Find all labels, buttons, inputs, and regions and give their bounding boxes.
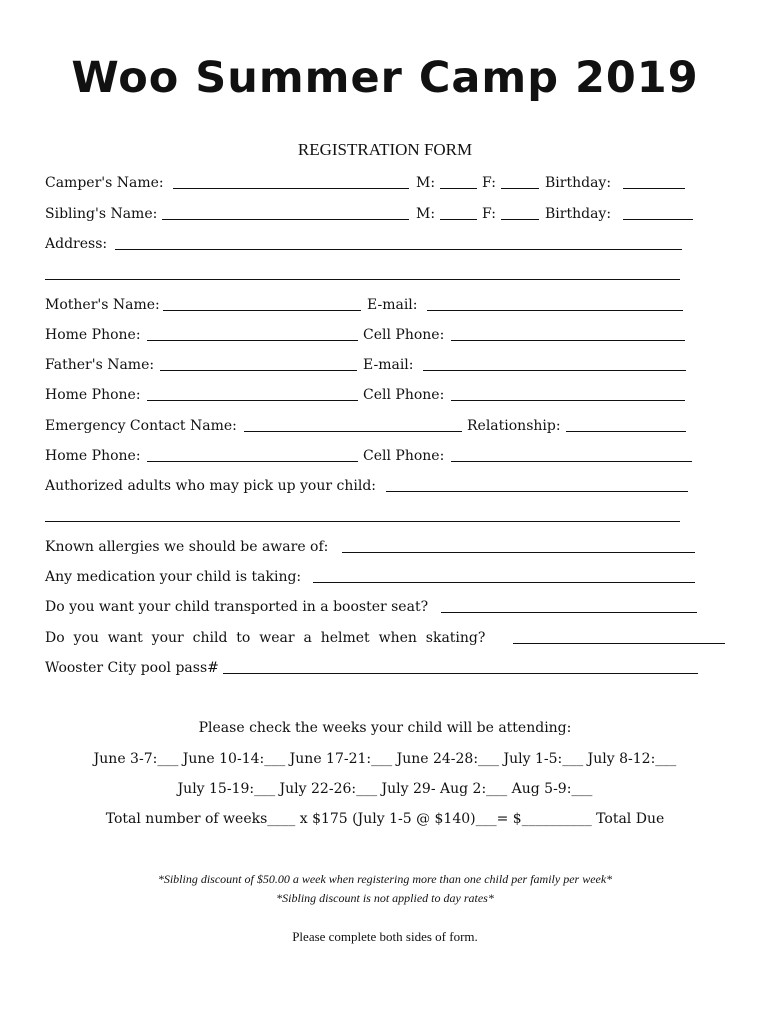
camper-name-label: Camper's Name: — [45, 175, 164, 191]
camper-birthday-label: Birthday: — [545, 175, 612, 191]
mother-home-phone-field[interactable] — [147, 340, 358, 341]
address-field-line-1[interactable] — [115, 249, 682, 250]
mother-email-field[interactable] — [427, 310, 683, 311]
pool-pass-field[interactable] — [223, 673, 698, 674]
emergency-contact-field[interactable] — [244, 431, 462, 432]
allergies-field[interactable] — [342, 552, 695, 553]
weeks-row-2[interactable]: July 15-19:___ July 22-26:___ July 29- Aug 2:___ Aug 5-9:___ — [177, 781, 593, 797]
sibling-f-label: F: — [482, 206, 496, 222]
allergies-label: Known allergies we should be aware of: — [45, 539, 329, 555]
helmet-field[interactable] — [513, 643, 725, 644]
sibling-name-label: Sibling's Name: — [45, 206, 158, 222]
sibling-f-field[interactable] — [501, 219, 539, 220]
father-home-phone-label: Home Phone: — [45, 387, 141, 403]
father-name-field[interactable] — [160, 370, 357, 371]
authorized-adults-field-line-1[interactable] — [386, 491, 688, 492]
sibling-name-field[interactable] — [162, 219, 409, 220]
mother-cell-phone-label: Cell Phone: — [363, 327, 445, 343]
mother-name-label: Mother's Name: — [45, 297, 160, 313]
father-cell-phone-label: Cell Phone: — [363, 387, 445, 403]
emergency-home-phone-field[interactable] — [147, 461, 358, 462]
camper-m-label: M: — [416, 175, 436, 191]
emergency-cell-phone-label: Cell Phone: — [363, 448, 445, 464]
camper-m-field[interactable] — [440, 188, 477, 189]
total-due-line[interactable]: Total number of weeks____ x $175 (July 1-5 @ $140)___= $__________ Total Due — [105, 811, 665, 827]
sibling-m-field[interactable] — [440, 219, 477, 220]
father-email-label: E-mail: — [363, 357, 414, 373]
father-name-label: Father's Name: — [45, 357, 155, 373]
address-field-line-2[interactable] — [45, 279, 680, 280]
emergency-contact-label: Emergency Contact Name: — [45, 418, 237, 434]
sibling-m-label: M: — [416, 206, 436, 222]
camper-f-label: F: — [482, 175, 496, 191]
pool-pass-label: Wooster City pool pass# — [45, 660, 219, 676]
emergency-cell-phone-field[interactable] — [451, 461, 692, 462]
relationship-label: Relationship: — [467, 418, 561, 434]
complete-both-sides-note: Please complete both sides of form. — [292, 929, 478, 944]
camper-f-field[interactable] — [501, 188, 539, 189]
sibling-discount-note: *Sibling discount of $50.00 a week when registering more than one child per family per week* — [157, 872, 613, 886]
mother-cell-phone-field[interactable] — [451, 340, 685, 341]
sibling-birthday-label: Birthday: — [545, 206, 612, 222]
helmet-label: Do you want your child to wear a helmet when skating? — [45, 630, 486, 646]
father-cell-phone-field[interactable] — [451, 400, 685, 401]
authorized-adults-field-line-2[interactable] — [45, 521, 680, 522]
relationship-field[interactable] — [566, 431, 686, 432]
booster-seat-label: Do you want your child transported in a booster seat? — [45, 599, 429, 615]
medication-field[interactable] — [313, 582, 695, 583]
form-title: Woo Summer Camp 2019 — [71, 53, 699, 103]
mother-email-label: E-mail: — [367, 297, 418, 313]
father-email-field[interactable] — [423, 370, 686, 371]
emergency-home-phone-label: Home Phone: — [45, 448, 141, 464]
camper-name-field[interactable] — [173, 188, 409, 189]
form-subtitle: REGISTRATION FORM — [297, 140, 473, 159]
weeks-heading: Please check the weeks your child will be attending: — [198, 720, 572, 736]
father-home-phone-field[interactable] — [147, 400, 358, 401]
sibling-birthday-field[interactable] — [623, 219, 693, 220]
mother-name-field[interactable] — [163, 310, 361, 311]
camper-birthday-field[interactable] — [623, 188, 685, 189]
mother-home-phone-label: Home Phone: — [45, 327, 141, 343]
booster-seat-field[interactable] — [441, 612, 697, 613]
weeks-row-1[interactable]: June 3-7:___ June 10-14:___ June 17-21:___ June 24-28:___ July 1-5:___ July 8-12:___ — [93, 751, 677, 767]
day-rates-note: *Sibling discount is not applied to day rates* — [276, 891, 494, 905]
medication-label: Any medication your child is taking: — [45, 569, 302, 585]
address-label: Address: — [45, 236, 108, 252]
authorized-adults-label: Authorized adults who may pick up your child: — [45, 478, 376, 494]
